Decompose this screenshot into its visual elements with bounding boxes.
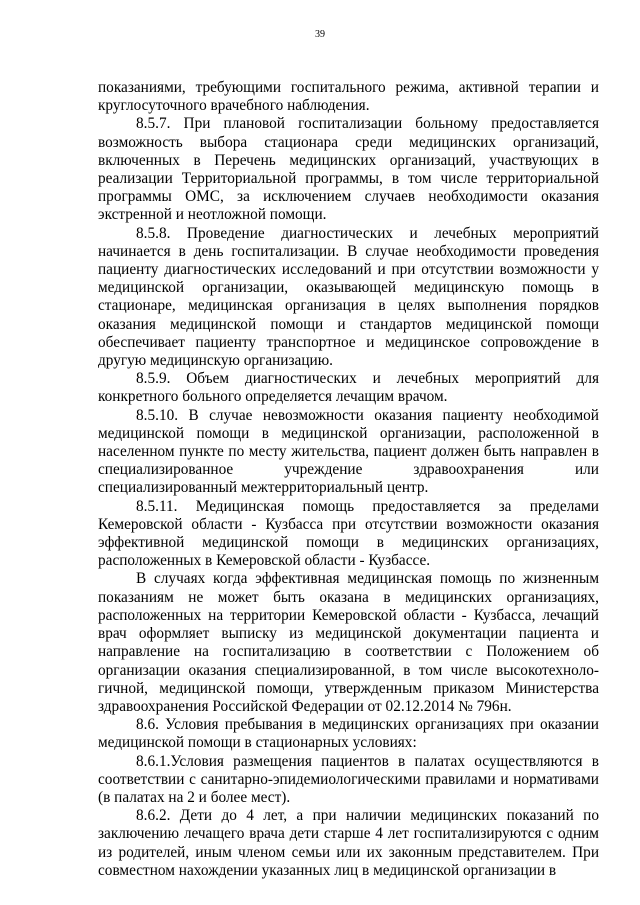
paragraph-8-5-9: 8.5.9. Объем диагностических и лечебных мероприятий для конкретного больного определяется лечащим врачом.: [98, 370, 599, 406]
document-body: [98, 79, 599, 880]
paragraph-8-6: 8.6. Условия пребывания в медицинских организациях при оказании медицинской помощи в стационарных условиях:: [98, 716, 599, 752]
paragraph-8-6-1: 8.6.1.Условия размещения пациентов в палатах осуществляются в соответствии с санитарно-эпидемиологическими правилами и нормативами (в палатах на 2 и более мест).: [98, 752, 599, 806]
paragraph-continuation: показаниями, требующими госпитального режима, активной терапии и круглосуточного врачебного наблюдения.: [98, 79, 599, 115]
paragraph-8-5-7: 8.5.7. При плановой госпитализации больному предоставляется возможность выбора стационара среди медицинских организаций, включенных в Перечень медицинских организаций, участвующих в реализации Территориальной программы, в том числе территориальной программы ОМС, за исключением случаев необходимости оказания экстренной и неотложной помощи.: [98, 115, 599, 224]
paragraph-8-5-11-cases: В случаях когда эффективная медицинская помощь по жизненным показаниям не может быть оказана в медицинских организациях, расположенных на территории Кемеровской области - Кузбасса, лечащий врач оформляет выписку из медицинской документации пациента и направление на госпитализацию в соответствии с Положением об организации оказания специализированной, в том числе высокотехнологичной, медицинской помощи, утвержденным приказом Министерства здравоохранения Российской Федерации от 02.12.2014 № 796н.: [98, 570, 599, 715]
paragraph-8-5-8: 8.5.8. Проведение диагностических и лечебных мероприятий начинается в день госпитализации. В случае необходимости проведения пациенту диагностических исследований и при отсутствии возможности у медицинской организации, оказывающей медицинскую помощь в стационаре, медицинская организация в целях выполнения порядков оказания медицинской помощи и стандартов медицинской помощи обеспечивает пациенту транспортное и медицинское сопровождение в другую медицинскую организацию.: [98, 224, 599, 370]
paragraph-8-5-10: 8.5.10. В случае невозможности оказания пациенту необходимой медицинской помощи в медицинской организации, расположенной в населенном пункте по месту жительства, пациент должен быть направлен в специализированное учреждение здравоохранения или специализированный межтерриториальный центр.: [98, 406, 599, 497]
page-number: 39: [315, 29, 325, 40]
paragraph-8-5-11: 8.5.11. Медицинская помощь предоставляется за пределами Кемеровской области - Кузбасса при отсутствии возможности оказания эффективной медицинской помощи в медицинских организациях, расположенных в Кемеровской области - Кузбассе.: [98, 497, 599, 570]
paragraph-8-6-2: 8.6.2. Дети до 4 лет, а при наличии медицинских показаний по заключению лечащего врача дети старше 4 лет госпитализируются с одним из родителей, иным членом семьи или их законным представителем. При совместном нахождении указанных лиц в медицинской организации в: [98, 807, 599, 879]
